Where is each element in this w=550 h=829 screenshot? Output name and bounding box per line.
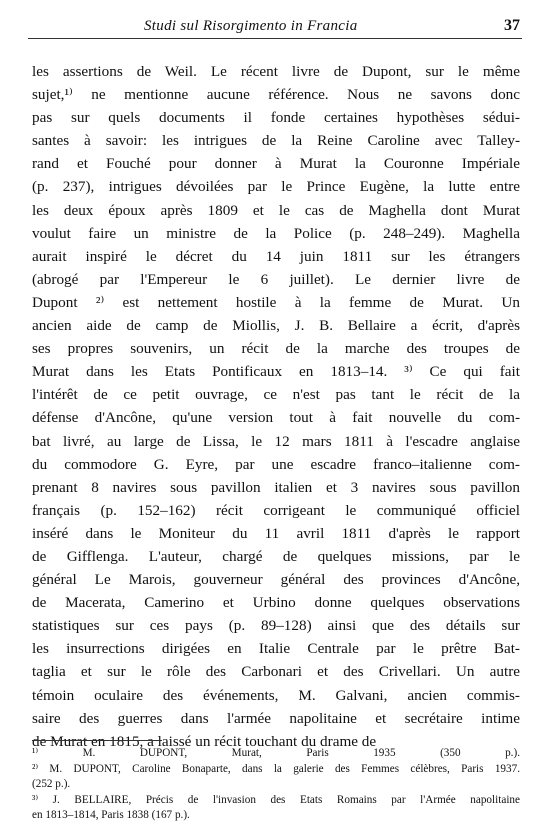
body-line: ancien aide de camp de Miollis, J. B. Bellaire a écrit, d'après — [32, 317, 520, 335]
body-line: Dupont ²⁾ est nettement hostile à la femme de Murat. Un — [32, 293, 520, 311]
body-line: de Macerata, Camerino et Urbino donne quelques observations — [32, 594, 520, 612]
footnote-rule — [32, 740, 162, 741]
body-line: français (p. 152–162) récit corrigeant le communiqué officiel — [32, 501, 520, 519]
body-line: défense d'Ancône, qu'une version tout à fait nouvelle du com- — [32, 409, 520, 427]
body-line: aurait inspiré le décret du 14 juin 1811 sur les étrangers — [32, 247, 520, 265]
body-line: inséré dans le Moniteur du 11 avril 1811 d'après le rapport — [32, 524, 520, 542]
body-line: voulut faire un ministre de la Police (p. 248–249). Maghella — [32, 224, 520, 242]
footnotes — [32, 746, 520, 824]
body-line: saire des guerres dans l'armée napolitaine et secrétaire intime — [32, 709, 520, 727]
body-line: les insurrections dirigées en Italie Centrale par le prêtre Bat- — [32, 640, 520, 658]
running-title: Studi sul Risorgimento in Francia — [144, 18, 358, 34]
body-line: les deux époux après 1809 et le cas de Maghella dont Murat — [32, 201, 520, 219]
footnote-line: ³⁾ J. BELLAIRE, Précis de l'invasion des Etats Romains par l'Armée napolitaine — [32, 793, 520, 806]
footnote-line: ¹⁾ M. DUPONT, Murat, Paris 1935 (350 p.). — [32, 747, 520, 759]
body-line: l'intérêt de ce petit ouvrage, ce n'est pas tant le récit de la — [32, 386, 520, 404]
body-text — [32, 60, 520, 753]
footnote-line: en 1813–1814, Paris 1838 (167 p.). — [32, 809, 190, 821]
body-line: bat livré, au large de Lissa, le 12 mars 1811 à l'escadre anglaise — [32, 432, 520, 450]
body-line: prenant 8 navires sous pavillon italien et 3 navires sous pavillon — [32, 478, 520, 496]
body-line: statistiques sur ces pays (p. 89–128) ainsi que des détails sur — [32, 617, 520, 635]
body-line: (abrogé par l'Empereur le 6 juillet). Le dernier livre de — [32, 270, 520, 288]
body-line: du commodore G. Eyre, par une escadre franco–italienne com- — [32, 455, 520, 473]
body-line: témoin oculaire des événements, M. Galvani, ancien commis- — [32, 686, 520, 704]
footnote-line: (252 p.). — [32, 778, 71, 790]
body-line: rand et Fouché pour donner à Murat la Couronne Impériale — [32, 155, 520, 173]
body-line: pas sur quels documents il fonde certaines hypothèses sédui- — [32, 109, 520, 127]
body-line: sujet,¹⁾ ne mentionne aucune référence. Nous ne savons donc — [32, 86, 520, 104]
page-number: 37 — [504, 17, 520, 34]
body-line: santes à savoir: les intrigues de la Reine Caroline avec Talley- — [32, 132, 520, 150]
body-line: général Le Marois, gouverneur général des provinces d'Ancône, — [32, 571, 520, 589]
body-line: de Murat en 1815, a laissé un récit touchant du drame de — [32, 732, 377, 750]
body-line: (p. 237), intrigues dévoilées par le Prince Eugène, la lutte entre — [32, 178, 520, 196]
page-header — [28, 14, 522, 39]
footnote-line: ²⁾ M. DUPONT, Caroline Bonaparte, dans la galerie des Femmes célèbres, Paris 1937. — [32, 762, 520, 775]
body-line: taglia et sur le rôle des Carbonari et des Crivellari. Un autre — [32, 663, 520, 681]
body-line: ses propres souvenirs, un récit de la marche des troupes de — [32, 340, 520, 358]
body-line: les assertions de Weil. Le récent livre de Dupont, sur le même — [32, 63, 520, 80]
body-line: Murat dans les Etats Pontificaux en 1813–14. ³⁾ Ce qui fait — [32, 363, 520, 381]
body-line: de Gifflenga. L'auteur, chargé de quelques missions, par le — [32, 547, 520, 565]
